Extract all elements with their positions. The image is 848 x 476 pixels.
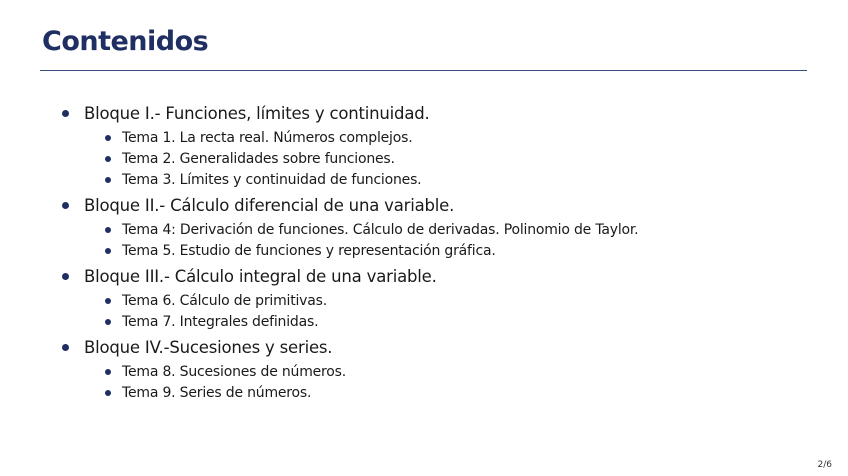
block-label: Bloque IV.-Sucesiones y series. [84, 338, 333, 357]
block-item [60, 194, 820, 262]
topic-item [100, 312, 820, 333]
topic-label: Tema 6. Cálculo de primitivas. [122, 293, 327, 309]
bullet-icon [105, 135, 111, 141]
topic-label: Tema 5. Estudio de funciones y representación gráfica. [122, 243, 496, 259]
blocks-list [60, 102, 820, 404]
topics-list [100, 291, 820, 333]
bullet-icon [62, 202, 69, 209]
bullet-icon [105, 177, 111, 183]
topics-list [100, 220, 820, 262]
topic-item [100, 362, 820, 383]
topic-item [100, 241, 820, 262]
topic-item [100, 149, 820, 170]
bullet-icon [105, 298, 111, 304]
block-label: Bloque I.- Funciones, límites y continuidad. [84, 104, 430, 123]
block-item [60, 336, 820, 404]
bullet-icon [62, 344, 69, 351]
bullet-icon [105, 390, 111, 396]
title-divider [40, 70, 807, 71]
topic-item [100, 291, 820, 312]
topic-item [100, 170, 820, 191]
block-item [60, 265, 820, 333]
topic-label: Tema 1. La recta real. Números complejos. [122, 130, 413, 146]
block-item [60, 102, 820, 191]
topic-label: Tema 8. Sucesiones de números. [122, 364, 347, 380]
topic-item [100, 383, 820, 404]
topics-list [100, 128, 820, 191]
bullet-icon [105, 319, 111, 325]
topic-label: Tema 7. Integrales definidas. [122, 314, 319, 330]
topics-list [100, 362, 820, 404]
topic-label: Tema 4: Derivación de funciones. Cálculo de derivadas. Polinomio de Taylor. [122, 222, 639, 238]
bullet-icon [105, 156, 111, 162]
block-label: Bloque II.- Cálculo diferencial de una variable. [84, 196, 455, 215]
block-label: Bloque III.- Cálculo integral de una variable. [84, 267, 437, 286]
topic-label: Tema 9. Series de números. [122, 385, 312, 401]
bullet-icon [105, 248, 111, 254]
topic-item [100, 220, 820, 241]
slide-title: Contenidos [42, 26, 209, 57]
topic-label: Tema 3. Límites y continuidad de funciones. [122, 172, 422, 188]
page-number: 2/6 [817, 460, 832, 470]
bullet-icon [105, 227, 111, 233]
topic-item [100, 128, 820, 149]
bullet-icon [62, 110, 69, 117]
topic-label: Tema 2. Generalidades sobre funciones. [122, 151, 395, 167]
bullet-icon [62, 273, 69, 280]
bullet-icon [105, 369, 111, 375]
contents-list [60, 102, 820, 407]
